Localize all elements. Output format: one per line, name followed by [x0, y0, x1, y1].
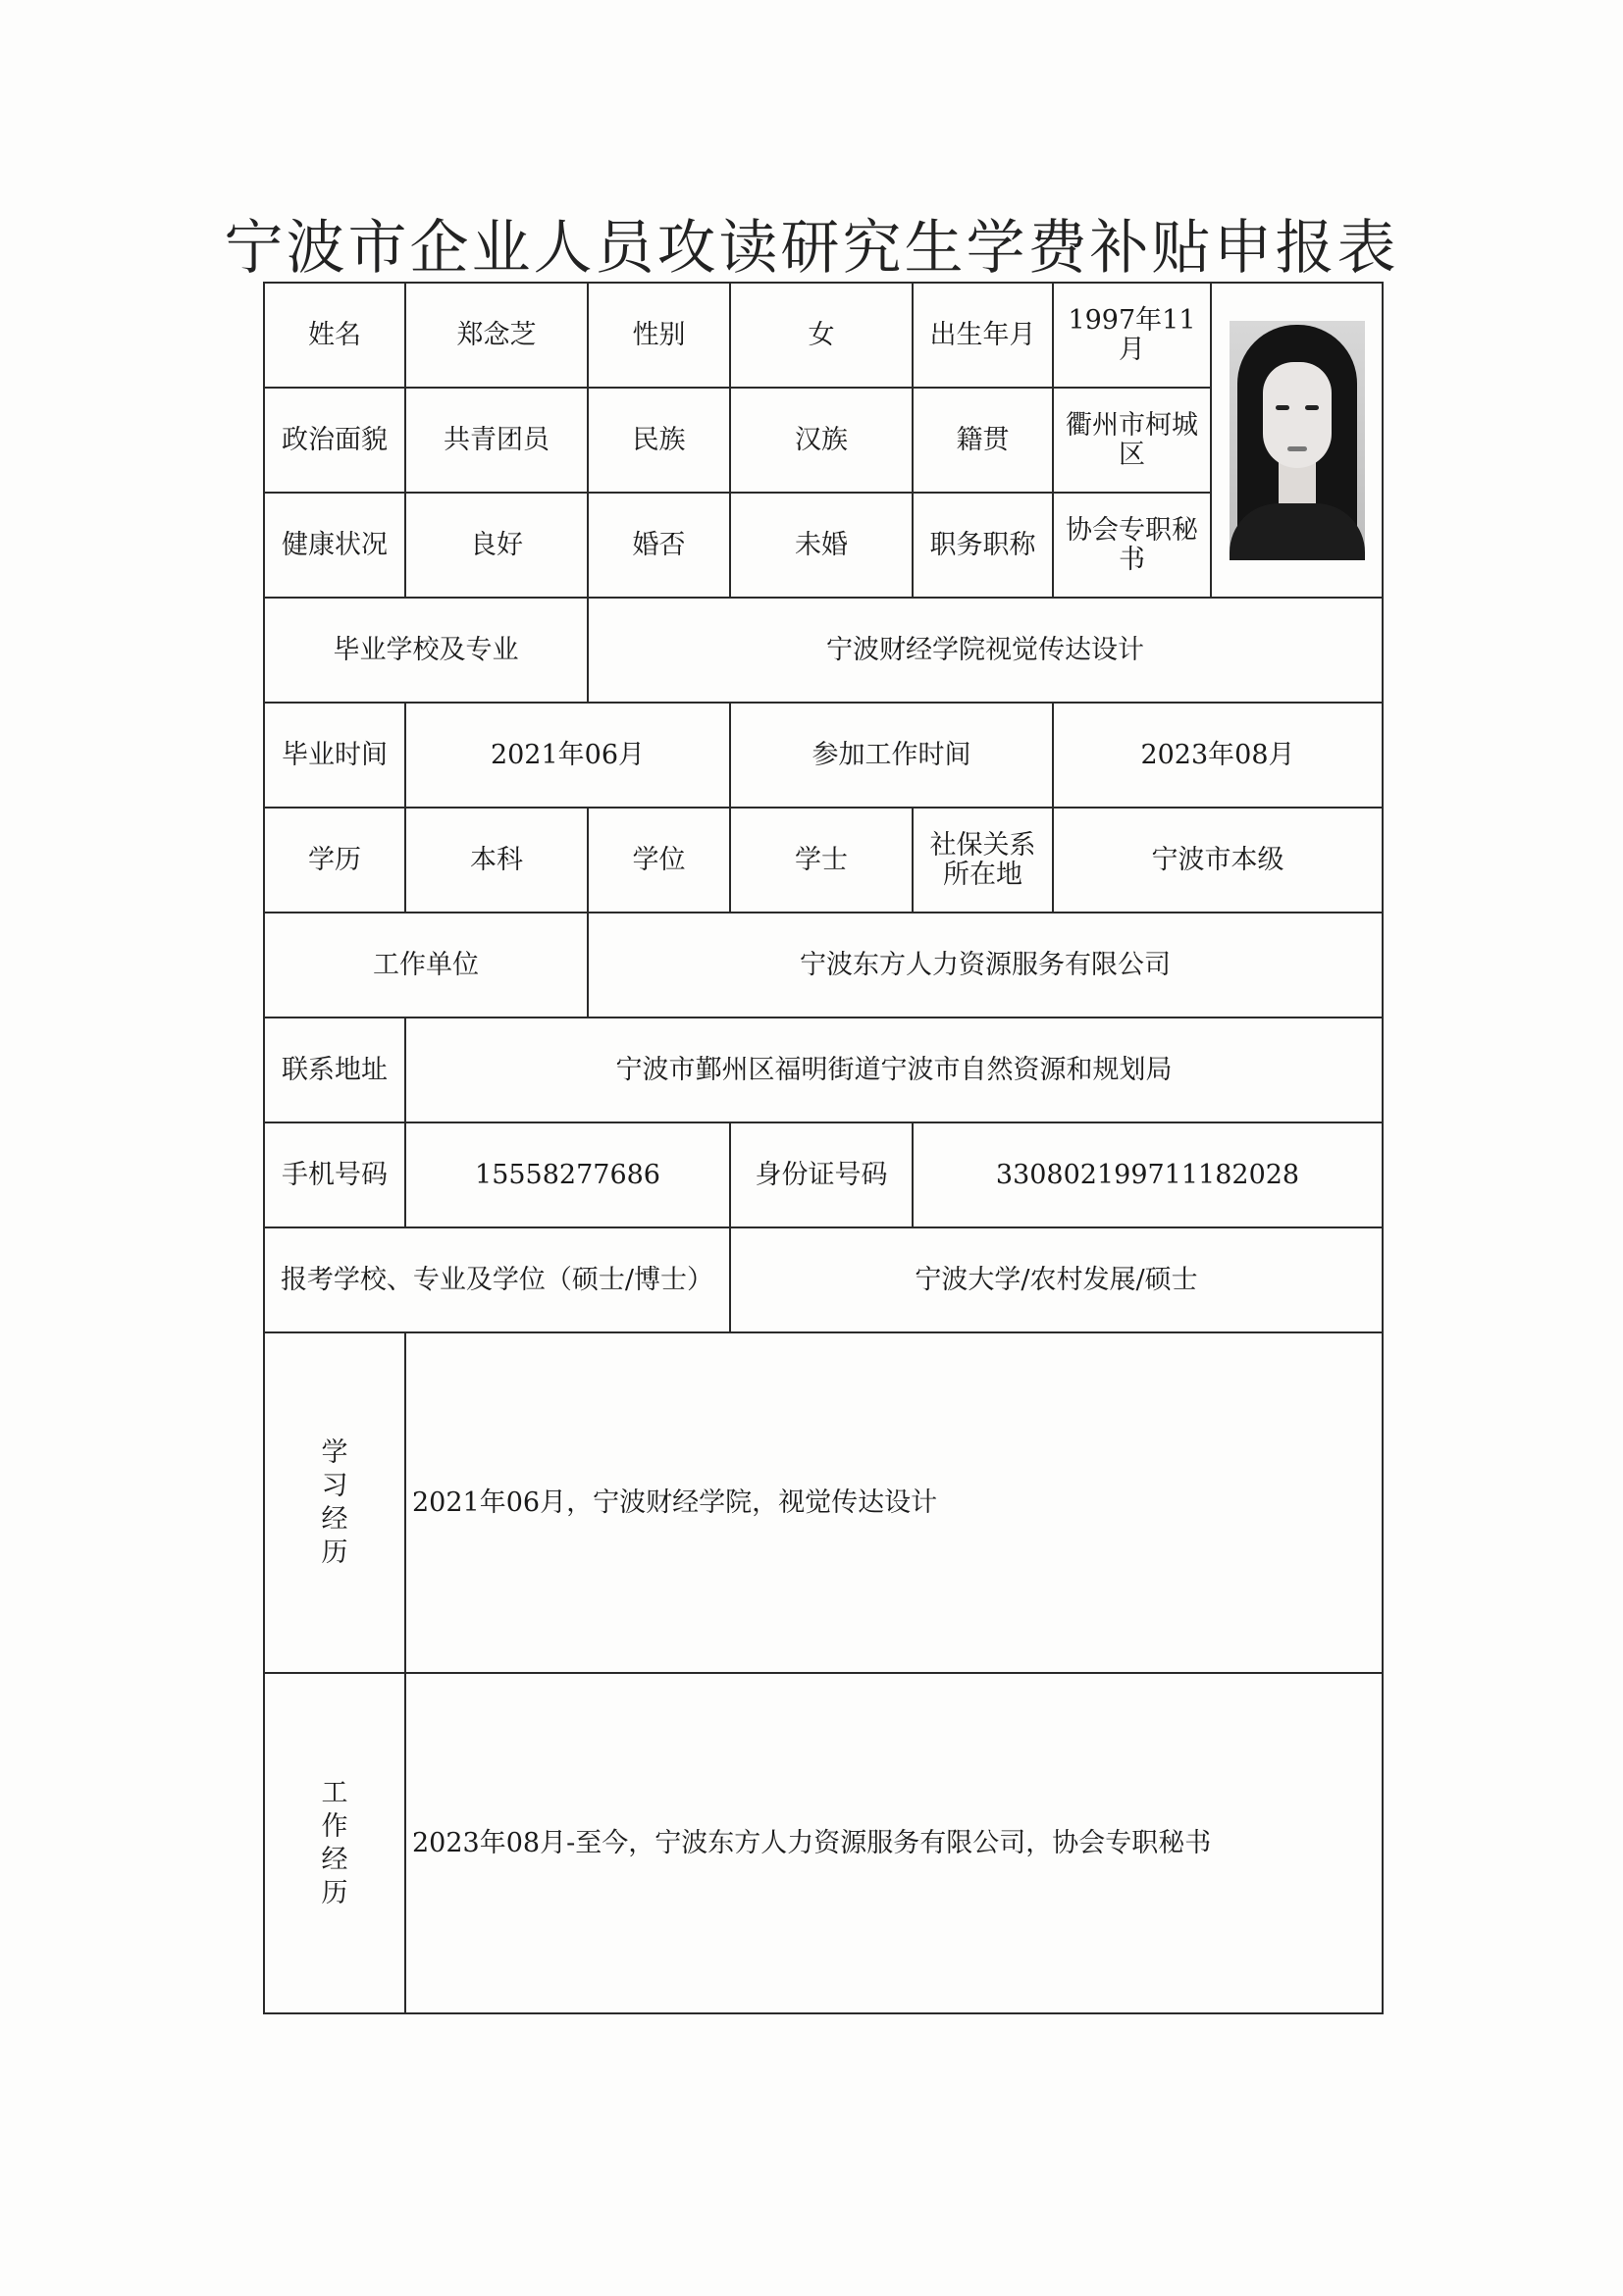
position-label: 职务职称 — [913, 493, 1053, 598]
name-label: 姓名 — [264, 283, 405, 388]
study-history-label: 学 习 经 历 — [264, 1332, 405, 1673]
employer-value: 宁波东方人力资源服务有限公司 — [588, 913, 1383, 1018]
marital-label: 婚否 — [588, 493, 730, 598]
name-value: 郑念芝 — [405, 283, 588, 388]
ethnicity-label: 民族 — [588, 388, 730, 493]
education-value: 本科 — [405, 808, 588, 913]
politics-value: 共青团员 — [405, 388, 588, 493]
application-form-table — [263, 282, 1384, 2014]
work-start-label: 参加工作时间 — [730, 703, 1053, 808]
social-label: 社保关系所在地 — [913, 808, 1053, 913]
degree-label: 学位 — [588, 808, 730, 913]
gender-value: 女 — [730, 283, 913, 388]
social-value: 宁波市本级 — [1053, 808, 1383, 913]
id-value: 330802199711182028 — [913, 1122, 1383, 1227]
gender-label: 性别 — [588, 283, 730, 388]
birth-label: 出生年月 — [913, 283, 1053, 388]
address-value: 宁波市鄞州区福明街道宁波市自然资源和规划局 — [405, 1018, 1383, 1122]
study-history-value: 2021年06月，宁波财经学院，视觉传达设计 — [405, 1332, 1383, 1673]
position-value: 协会专职秘书 — [1053, 493, 1211, 598]
health-value: 良好 — [405, 493, 588, 598]
phone-label: 手机号码 — [264, 1122, 405, 1227]
native-label: 籍贯 — [913, 388, 1053, 493]
form-title: 宁波市企业人员攻读研究生学费补贴申报表 — [224, 214, 1399, 283]
health-label: 健康状况 — [264, 493, 405, 598]
work-history-value: 2023年08月-至今，宁波东方人力资源服务有限公司，协会专职秘书 — [405, 1673, 1383, 2013]
ethnicity-value: 汉族 — [730, 388, 913, 493]
degree-value: 学士 — [730, 808, 913, 913]
address-label: 联系地址 — [264, 1018, 405, 1122]
education-label: 学历 — [264, 808, 405, 913]
employer-label: 工作单位 — [264, 913, 588, 1018]
grad-time-label: 毕业时间 — [264, 703, 405, 808]
school-value: 宁波财经学院视觉传达设计 — [588, 598, 1383, 703]
grad-time-value: 2021年06月 — [405, 703, 730, 808]
native-value: 衢州市柯城区 — [1053, 388, 1211, 493]
phone-value: 15558277686 — [405, 1122, 730, 1227]
apply-value: 宁波大学/农村发展/硕士 — [730, 1227, 1383, 1332]
marital-value: 未婚 — [730, 493, 913, 598]
school-label: 毕业学校及专业 — [264, 598, 588, 703]
id-label: 身份证号码 — [730, 1122, 913, 1227]
birth-value: 1997年11月 — [1053, 283, 1211, 388]
photo-cell — [1211, 283, 1383, 598]
applicant-photo — [1230, 321, 1365, 560]
apply-label: 报考学校、专业及学位（硕士/博士） — [264, 1227, 730, 1332]
work-history-label: 工 作 经 历 — [264, 1673, 405, 2013]
work-start-value: 2023年08月 — [1053, 703, 1383, 808]
politics-label: 政治面貌 — [264, 388, 405, 493]
